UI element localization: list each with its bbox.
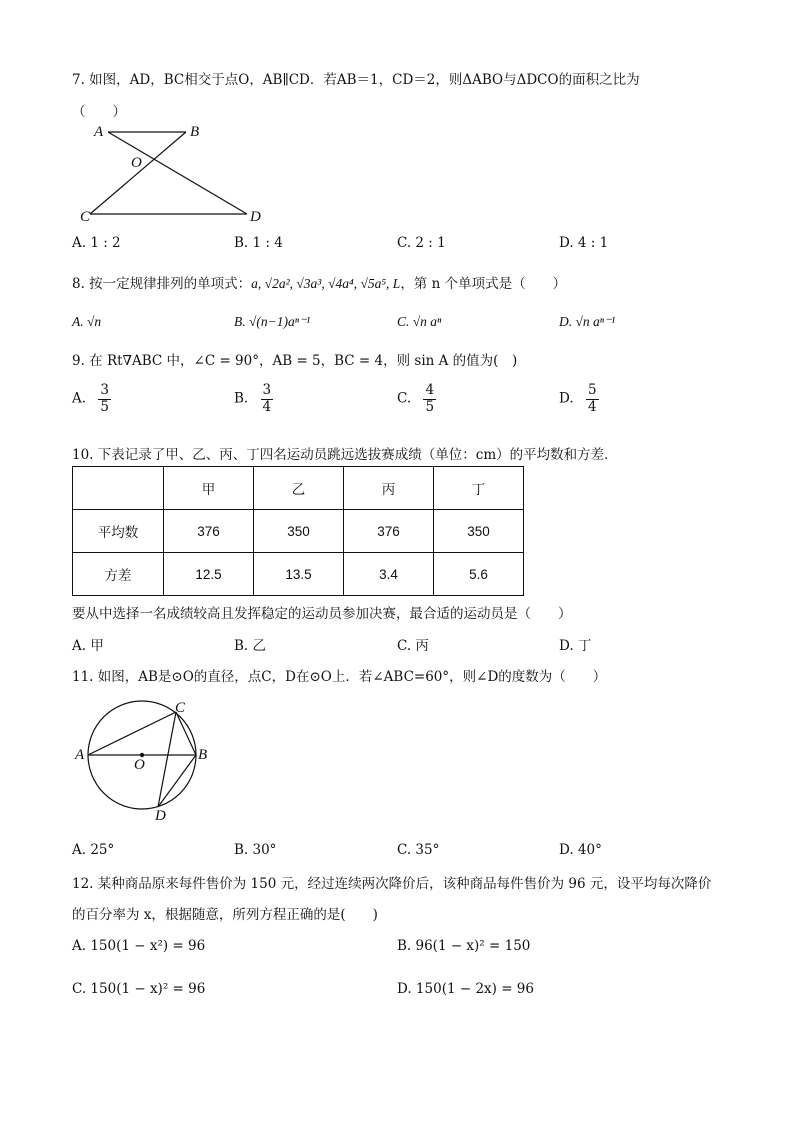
table-header-yi: 乙 bbox=[254, 467, 344, 510]
q8-option-d[interactable]: D. √n aⁿ⁻¹ bbox=[559, 314, 616, 329]
q8-stem-pre: 8. 按一定规律排列的单项式： bbox=[72, 276, 252, 292]
q7-stem: 7. 如图，AD，BC相交于点O，AB∥CD．若AB＝1，CD＝2，则ΔABO与ΔDCO的面积之比为 bbox=[72, 72, 640, 88]
q9-option-a-fraction bbox=[98, 383, 111, 415]
q9-option-c-label: C. bbox=[397, 390, 412, 407]
q9-stem: 9. 在 Rt∇ABC 中，∠C = 90°，AB = 5，BC = 4，则 sin A 的值为( ) bbox=[72, 353, 518, 369]
q11-label-a: A bbox=[75, 747, 85, 763]
q12-option-b[interactable]: B. 96(1 − x)² = 150 bbox=[397, 938, 531, 954]
table-cell: 3.4 bbox=[344, 553, 434, 596]
table-row-label: 方差 bbox=[73, 553, 164, 596]
q12-option-c[interactable]: C. 150(1 − x)² = 96 bbox=[72, 981, 206, 997]
q7-option-b[interactable]: B. 1 : 4 bbox=[234, 235, 283, 251]
q10-option-d[interactable]: D. 丁 bbox=[559, 638, 592, 654]
q8-option-b[interactable]: B. √(n−1)aⁿ⁻¹ bbox=[234, 314, 311, 329]
table-header-jia: 甲 bbox=[164, 467, 254, 510]
table-row bbox=[73, 467, 524, 510]
q9-option-d-fraction bbox=[586, 383, 599, 415]
q7-label-a: A bbox=[94, 124, 104, 140]
q11-stem: 11. 如图，AB是⊙O的直径，点C，D在⊙O上．若∠ABC=60°，则∠D的度数为（ ） bbox=[72, 669, 607, 685]
q11-label-d: D bbox=[155, 808, 166, 824]
table-cell: 376 bbox=[344, 510, 434, 553]
table-cell: 350 bbox=[254, 510, 344, 553]
q11-circle-figure bbox=[72, 696, 222, 826]
q9-option-d-den: 4 bbox=[587, 398, 597, 415]
q12-option-a[interactable]: A. 150(1 − x²) = 96 bbox=[72, 938, 206, 954]
q9-option-c-num: 4 bbox=[425, 382, 435, 398]
q7-option-c[interactable]: C. 2 : 1 bbox=[397, 235, 446, 251]
q9-option-d[interactable] bbox=[559, 383, 599, 415]
q10-option-b[interactable]: B. 乙 bbox=[234, 638, 267, 654]
table-cell: 5.6 bbox=[434, 553, 524, 596]
q9-option-c-fraction bbox=[423, 383, 436, 415]
q11-option-b[interactable]: B. 30° bbox=[234, 842, 277, 858]
table-cell bbox=[73, 467, 164, 510]
q8-stem bbox=[72, 272, 566, 292]
q10-stem: 10. 下表记录了甲、乙、丙、丁四名运动员跳远选拔赛成绩（单位：cm）的平均数和方差． bbox=[72, 447, 618, 463]
q12-line1: 12. 某种商品原来每件售价为 150 元，经过连续两次降价后，该种商品每件售价为 96 元，设平均每次降价 bbox=[72, 876, 712, 892]
table-cell: 376 bbox=[164, 510, 254, 553]
q11-option-c[interactable]: C. 35° bbox=[397, 842, 440, 858]
table-row bbox=[73, 553, 524, 596]
q10-question: 要从中选择一名成绩较高且发挥稳定的运动员参加决赛，最合适的运动员是（ ） bbox=[72, 606, 572, 622]
q8-sequence: a, √2a², √3a³, √4a⁴, √5a⁵, L bbox=[251, 276, 401, 291]
q11-label-o: O bbox=[134, 757, 145, 773]
table-cell: 13.5 bbox=[254, 553, 344, 596]
q7-label-o: O bbox=[131, 155, 142, 171]
q10-option-a[interactable]: A. 甲 bbox=[72, 638, 104, 654]
q8-option-c[interactable]: C. √n aⁿ bbox=[397, 314, 442, 329]
q9-option-d-label: D. bbox=[559, 390, 574, 407]
q7-paren: （ ） bbox=[72, 104, 126, 120]
q7-label-b: B bbox=[190, 124, 200, 140]
q12-line2: 的百分率为 x，根据随意，所列方程正确的是( ) bbox=[72, 907, 378, 923]
q9-option-d-num: 5 bbox=[587, 382, 597, 398]
q9-option-a-num: 3 bbox=[100, 382, 109, 398]
q8-stem-post: ，第 n 个单项式是（ ） bbox=[400, 276, 567, 292]
q10-option-c[interactable]: C. 丙 bbox=[397, 638, 429, 654]
q9-option-a-den: 5 bbox=[100, 398, 109, 415]
q11-option-d[interactable]: D. 40° bbox=[559, 842, 602, 858]
q7-label-c: C bbox=[80, 209, 91, 225]
q9-option-a[interactable] bbox=[72, 383, 111, 415]
table-row-label: 平均数 bbox=[73, 510, 164, 553]
q11-label-b: B bbox=[198, 747, 208, 763]
q7-option-d[interactable]: D. 4 : 1 bbox=[559, 235, 609, 251]
q9-option-b-label: B. bbox=[234, 390, 249, 407]
table-header-bing: 丙 bbox=[344, 467, 434, 510]
q9-option-a-label: A. bbox=[72, 390, 87, 407]
q11-option-a[interactable]: A. 25° bbox=[72, 842, 115, 858]
table-cell: 12.5 bbox=[164, 553, 254, 596]
table-row bbox=[73, 510, 524, 553]
q9-option-b[interactable] bbox=[234, 383, 273, 415]
table-cell: 350 bbox=[434, 510, 524, 553]
q9-option-b-num: 3 bbox=[262, 382, 272, 398]
q7-option-a[interactable]: A. 1 : 2 bbox=[72, 235, 121, 251]
q9-option-c[interactable] bbox=[397, 383, 436, 415]
table-header-ding: 丁 bbox=[434, 467, 524, 510]
q7-label-d: D bbox=[250, 209, 261, 225]
q9-option-b-fraction bbox=[261, 383, 274, 415]
q9-option-c-den: 5 bbox=[425, 398, 435, 415]
q8-option-a[interactable]: A. √n bbox=[72, 314, 102, 329]
q10-score-table bbox=[72, 466, 524, 596]
q12-option-d[interactable]: D. 150(1 − 2x) = 96 bbox=[397, 981, 534, 997]
q9-option-b-den: 4 bbox=[262, 398, 272, 415]
q7-figure bbox=[82, 120, 282, 230]
q11-label-c: C bbox=[175, 700, 186, 716]
